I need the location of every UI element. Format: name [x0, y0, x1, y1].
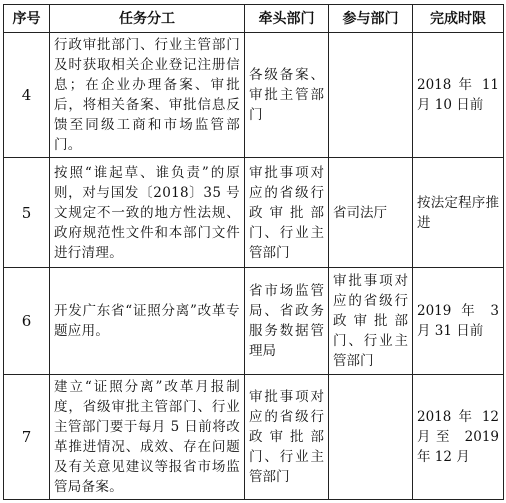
lead-department: 审批事项对应的省级行政审批部门、行业主管部门 [245, 375, 329, 500]
task-text: 行政审批部门、行业主管部门及时获取相关企业登记注册信息；在企业办理备案、审批后，将相关备案、审批信息反馈至同级工商和市场监管部门。 [50, 33, 245, 158]
participating-department [329, 33, 413, 158]
task-text: 按照“谁起草、谁负责”的原则，对与国发〔2018〕35 号文规定不一致的地方性法规、政府规范性文件和本部门文件进行清理。 [50, 158, 245, 268]
row-number: 6 [4, 268, 50, 375]
deadline: 2018 年 11 月 10 日前 [413, 33, 504, 158]
task-text: 开发广东省“证照分离”改革专题应用。 [50, 268, 245, 375]
lead-department: 省市场监管局、省政务服务数据管理局 [245, 268, 329, 375]
table-row [4, 33, 504, 158]
header-participating-department: 参与部门 [329, 5, 413, 33]
task-text: 建立“证照分离”改革月报制度，省级审批主管部门、行业主管部门要于每月 5 日前将改革推进情况、成效、存在问题及有关意见建议等报省市场监管局备案。 [50, 375, 245, 500]
deadline: 2019 年 3 月 31 日前 [413, 268, 504, 375]
row-number: 5 [4, 158, 50, 268]
header-serial-number: 序号 [4, 5, 50, 33]
table-row [4, 375, 504, 500]
deadline: 2018 年 12 月至 2019 年 12 月 [413, 375, 504, 500]
header-deadline: 完成时限 [413, 5, 504, 33]
row-number: 4 [4, 33, 50, 158]
lead-department: 审批事项对应的省级行政审批部门、行业主管部门 [245, 158, 329, 268]
task-division-table [3, 4, 504, 500]
row-number: 7 [4, 375, 50, 500]
deadline: 按法定程序推进 [413, 158, 504, 268]
participating-department: 审批事项对应的省级行政审批部门、行业主管部门 [329, 268, 413, 375]
header-lead-department: 牵头部门 [245, 5, 329, 33]
participating-department [329, 375, 413, 500]
table-row [4, 268, 504, 375]
lead-department: 各级备案、审批主管部门 [245, 33, 329, 158]
table-header-row [4, 5, 504, 33]
table-row [4, 158, 504, 268]
header-task-division: 任务分工 [50, 5, 245, 33]
participating-department: 省司法厅 [329, 158, 413, 268]
